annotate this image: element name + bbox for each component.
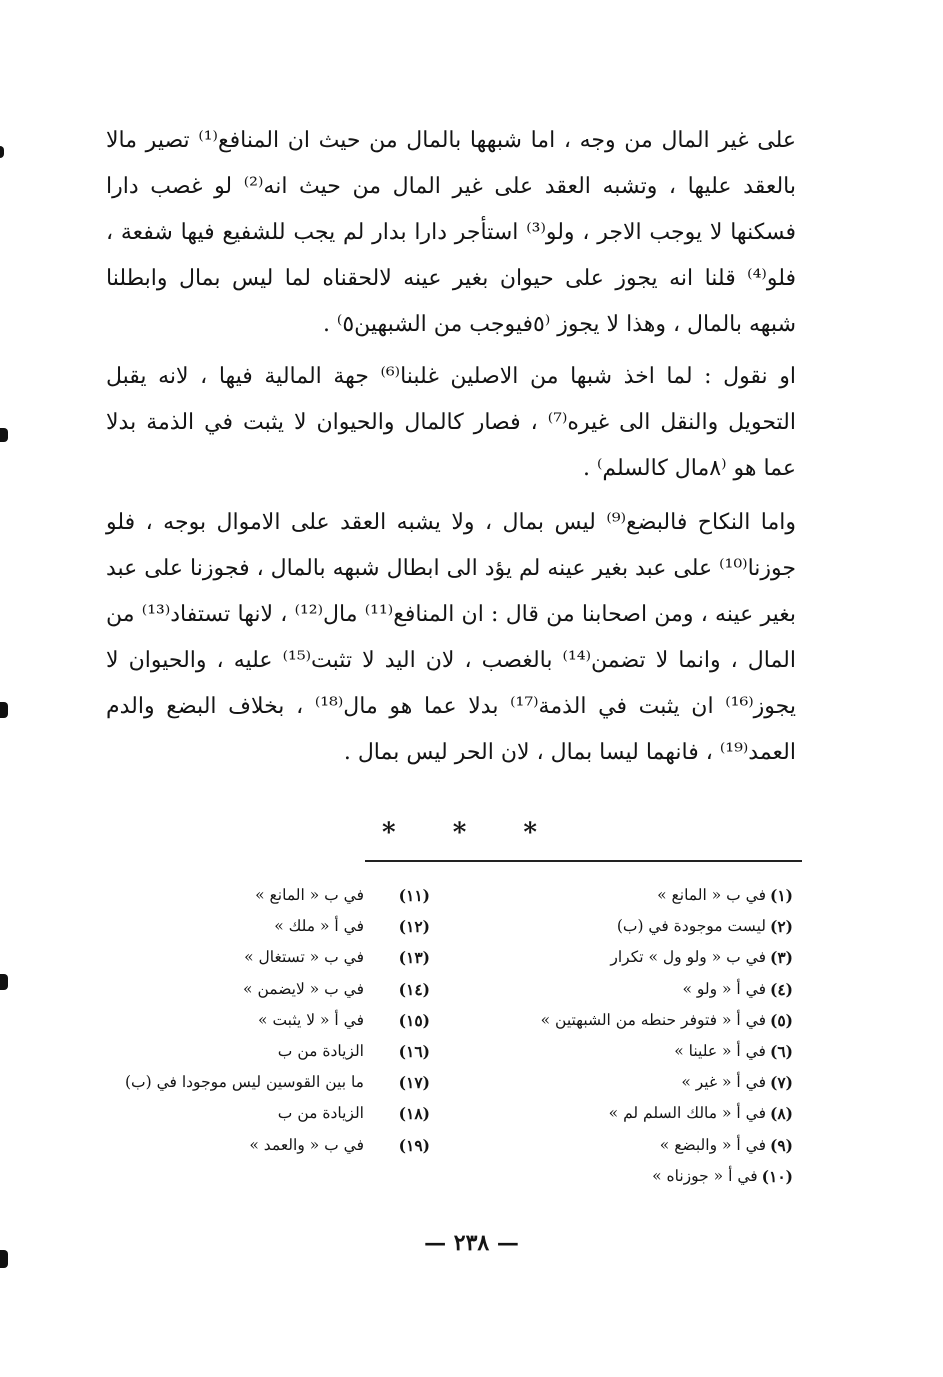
footnote-number: (١٠) — [761, 1166, 793, 1186]
footnote-text: في أ « ولو » — [682, 979, 766, 998]
footnote-4 — [553, 974, 793, 1005]
footnote-text: في ب « المانع » — [657, 886, 766, 904]
footnote-number: (١٧) — [398, 1073, 430, 1093]
footnote-number: (١٦) — [398, 1042, 430, 1062]
footnote-text: في ب « لايضمن » — [243, 979, 364, 998]
footnote-number: (٢) — [769, 917, 793, 937]
footnote-number: (٧) — [769, 1073, 793, 1093]
footnote-19 — [120, 1130, 430, 1161]
footnote-7 — [553, 1067, 793, 1098]
footnote-text: ليست موجودة في (ب) — [616, 917, 766, 936]
footnote-text: في أ « فتوفر حنطه من الشبهتين » — [540, 1010, 766, 1029]
footnote-text: في أ « مالك السلم لم » — [608, 1104, 766, 1123]
footnote-rule — [365, 860, 802, 862]
footnote-number: (٨) — [769, 1104, 793, 1124]
footnote-5 — [540, 1005, 793, 1036]
footnote-text: في أ « لا يثبت » — [258, 1010, 364, 1029]
footnote-15 — [120, 1005, 430, 1036]
scan-edge-mark — [0, 974, 8, 990]
footnote-17 — [120, 1067, 430, 1098]
footnote-text: الزيادة من ب — [277, 1042, 364, 1061]
footnote-text: الزيادة من ب — [277, 1104, 364, 1123]
footnote-11 — [120, 880, 430, 911]
footnote-number: (١٣) — [398, 948, 430, 968]
footnote-text: في أ « جوزناه » — [652, 1166, 758, 1185]
footnote-text: في أ « والبضع » — [659, 1135, 766, 1154]
footnote-number: (٩) — [769, 1135, 793, 1155]
footnote-2 — [553, 911, 793, 942]
footnote-number: (٣) — [769, 948, 793, 968]
scan-edge-mark — [0, 146, 4, 158]
footnote-16 — [120, 1036, 430, 1067]
footnote-9 — [553, 1130, 793, 1161]
footnote-1 — [553, 880, 793, 911]
footnote-number: (١٥) — [398, 1010, 430, 1030]
footnote-text: في أ « غير » — [681, 1073, 766, 1092]
footnote-number: (١) — [769, 886, 793, 905]
scan-edge-mark — [0, 702, 8, 718]
page-number: — ٢٣٨ — — [424, 1230, 519, 1256]
footnote-text: في أ « ملك » — [274, 917, 364, 936]
footnote-10 — [553, 1161, 793, 1192]
footnote-text: في ب « ولو ول » تكرار — [610, 948, 766, 967]
body-paragraph-2: او نقول : لما اخذ شبها من الاصلين غلبنا⁽⁶⁾ جهة المالية فيها ، لانه يقبل التحويل والنقل الى غيره⁽⁷⁾ ، فصار كالمال والحيوان لا يثبت في الذمة بدلا عما هو ⁽٨مال كالسلم⁾ . — [106, 364, 796, 481]
footnote-number: (٤) — [769, 979, 793, 999]
footnote-text: ما بين القوسين ليس موجودا في (ب) — [124, 1073, 364, 1092]
footnote-13 — [120, 942, 430, 973]
section-separator: * * * — [382, 818, 561, 848]
footnote-text: في ب « تستغال » — [244, 948, 364, 967]
footnote-text: في أ « علينا » — [674, 1042, 766, 1061]
body-paragraph-3: واما النكاح فالبضع⁽⁹⁾ ليس بمال ، ولا يشبه العقد على الاموال بوجه ، فلو جوزنا⁽¹⁰⁾ على عبد بغير عينه لم يؤد الى ابطال شبهه بالمال ، فجوزنا على عبد بغير عينه ، ومن اصحابنا من قال : ان المنافع⁽¹¹⁾ مال⁽¹²⁾ ، لانها تستفاد⁽¹³⁾ من المال ، وانما لا تضمن⁽¹⁴⁾ بالغصب ، لان اليد لا تثبت⁽¹⁵⁾ عليه ، والحيوان لا يجوز⁽¹⁶⁾ ان يثبت في الذمة⁽¹⁷⁾ بدلا عما هو مال⁽¹⁸⁾ ، بخلاف البضع والدم العمد⁽¹⁹⁾ ، فانهما ليسا بمال ، لان الحر ليس بمال . — [106, 510, 796, 765]
footnote-6 — [553, 1036, 793, 1067]
footnote-number: (١٨) — [398, 1104, 430, 1124]
footnotes-column-left — [120, 880, 430, 1161]
footnote-18 — [120, 1098, 430, 1129]
footnote-14 — [120, 974, 430, 1005]
footnotes-column-right — [540, 880, 793, 1192]
footnote-number: (٦) — [769, 1042, 793, 1062]
body-paragraph-1: على غير المال من وجه ، اما شبهها بالمال من حيث ان المنافع⁽¹⁾ تصير مالا بالعقد عليها ، وتشبه العقد على غير المال من حيث انه⁽²⁾ لو غصب دارا فسكنها لا يوجب الاجر ، ولو⁽³⁾ استأجر دارا بدار لم يجب للشفيع فيها شفعة ، فلو⁽⁴⁾ قلنا انه يجوز على حيوان بغير عينه لالحقناه لما ليس بمال وابطلنا شبهه بالمال ، وهذا لا يجوز ⁽٥فيوجب من الشبهين٥⁾ . — [106, 128, 797, 337]
scan-edge-mark — [0, 428, 8, 442]
footnote-number: (١٩) — [398, 1135, 430, 1155]
footnote-8 — [553, 1098, 793, 1129]
footnote-text: في ب « والعمد » — [249, 1135, 364, 1154]
footnote-3 — [553, 942, 793, 973]
footnote-number: (٥) — [769, 1010, 793, 1030]
footnote-12 — [120, 911, 430, 942]
footnote-number: (١٤) — [398, 979, 430, 999]
footnote-number: (١١) — [398, 886, 430, 905]
footnote-number: (١٢) — [398, 917, 430, 937]
footnote-text: في ب « المانع » — [255, 886, 364, 904]
